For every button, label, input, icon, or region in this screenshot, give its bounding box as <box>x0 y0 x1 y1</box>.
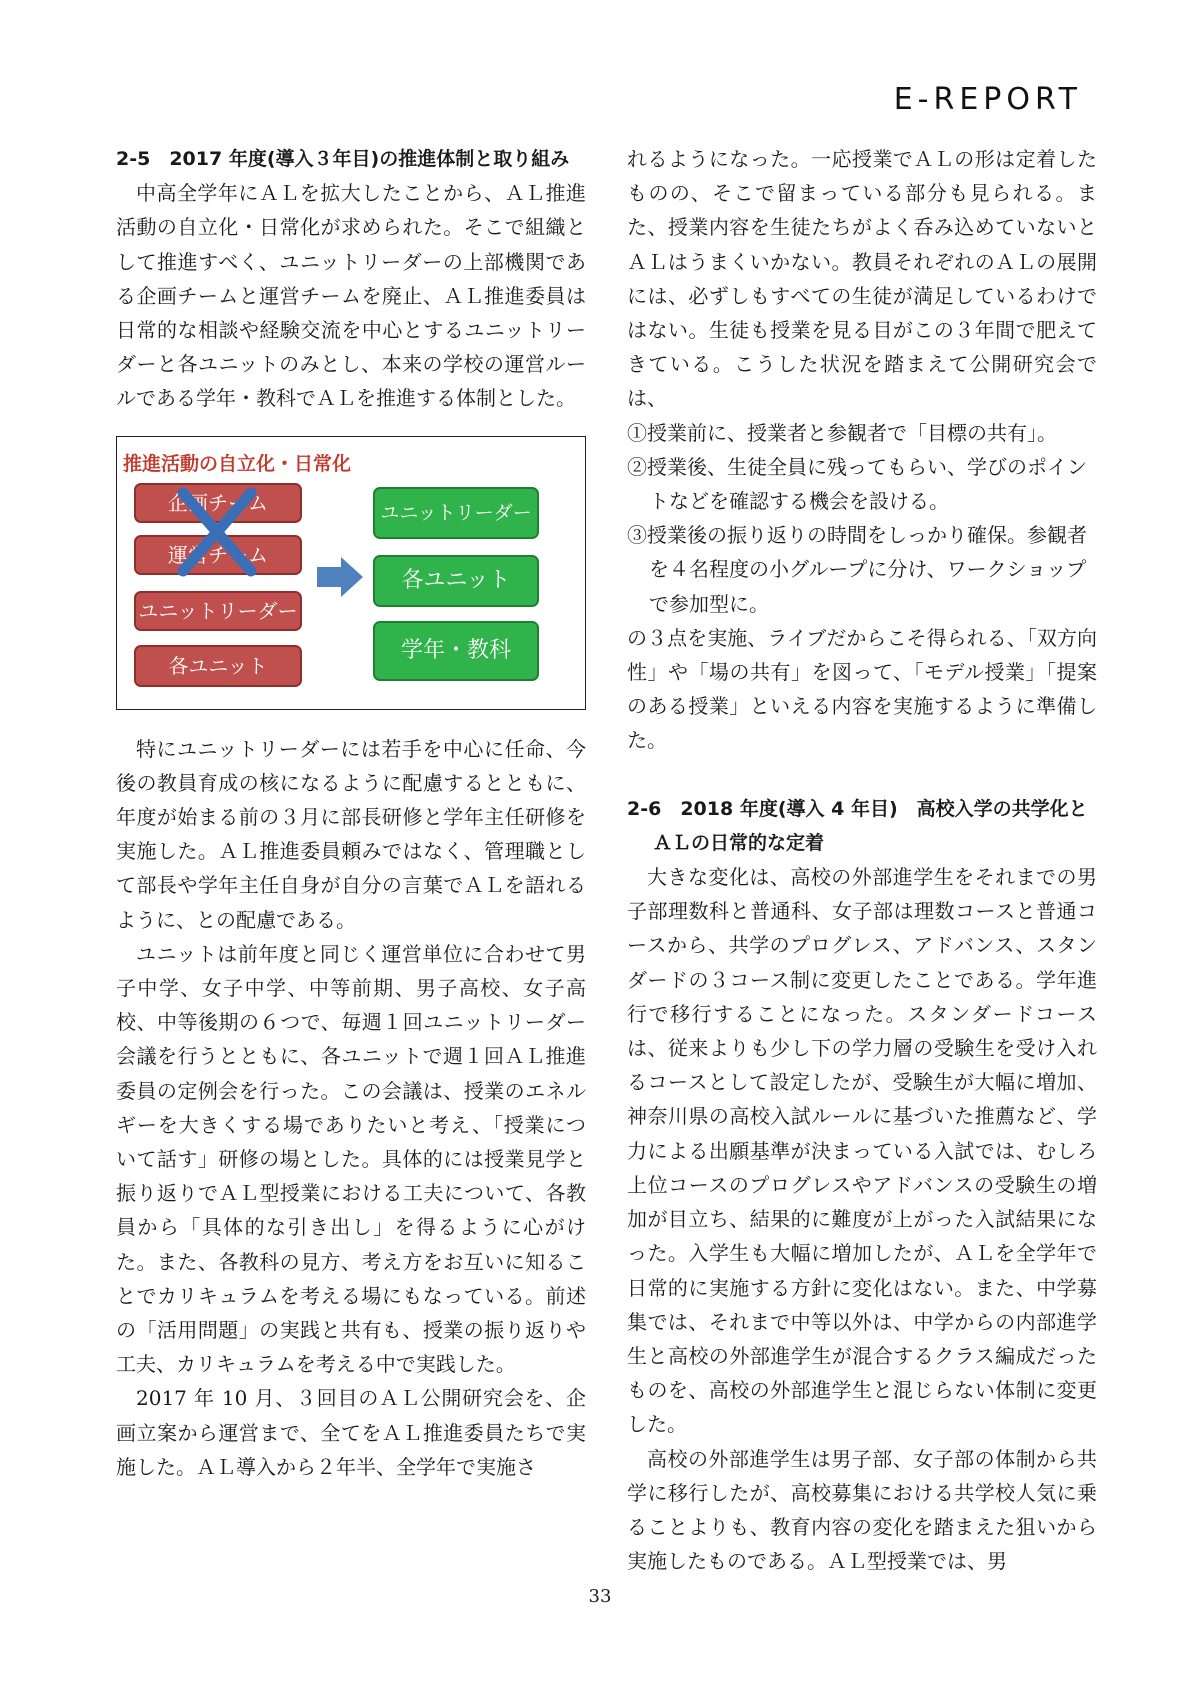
paragraph: 高校の外部進学生は男子部、女子部の体制から共学に移行したが、高校募集における共学校人気に乗ることよりも、教育内容の変化を踏まえた狙いから実施したものである。ＡＬ型授業では、男 <box>627 1446 1097 1574</box>
list-item: ③授業後の振り返りの時間をしっかり確保。参観者を４名程度の小グループに分け、ワークショップで参加型に。 <box>627 523 1087 616</box>
old-item-planning-team: 企画チーム <box>134 483 302 523</box>
list-item: ①授業前に、授業者と参観者で「目標の共有」。 <box>627 420 1057 445</box>
new-item-grade-subject: 学年・教科 <box>373 621 539 681</box>
new-item-each-unit: 各ユニット <box>373 555 539 607</box>
old-item-each-unit: 各ユニット <box>134 645 302 687</box>
paragraph: 大きな変化は、高校の外部進学生をそれまでの男子部理数科と普通科、女子部は理数コースと普通コースから、共学のプログレス、アドバンス、スタンダードの３コース制に変更したことである。学年進行で移行することになった。スタンダードコースは、従来よりも少し下の学力層の受験生を受け入れるコースとして設定したが、受験生が大幅に増加、神奈川県の高校入試ルールに基づいた推薦など、学力による出願基準が決まっている入試では、むしろ上位コースのプログレスやアドバンスの受験生の増加が目立ち、結果的に難度が上がった入試結果になった。入学生も大幅に増加したが、ＡＬを全学年で日常的に実施する方針に変化はない。また、中学募集では、それまで中等以外は、中学からの内部進学生と高校の外部進学生が混合するクラス編成だったものを、高校の外部進学生と混じらない体制に変更した。 <box>627 865 1097 1437</box>
paragraph: 特にユニットリーダーには若手を中心に任命、今後の教員育成の核になるように配慮するとともに、年度が始まる前の３月に部長研修と学年主任研修を実施した。ＡＬ推進委員頼みではなく、管理職として部長や学年主任自身が自分の言葉でＡＬを語れるように、との配慮である。 <box>116 736 586 932</box>
section-heading-2-6: 2-6 2018 年度(導入 4 年目) 高校入学の共学化とＡＬの日常的な定着 <box>627 797 1088 854</box>
paragraph: 中高全学年にＡＬを拡大したことから、ＡＬ推進活動の自立化・日常化が求められた。そこで組織として推進すべく、ユニットリーダーの上部機関である企画チームと運営チームを廃止、ＡＬ推進委員は日常的な相談や経験交流を中心とするユニットリーダーと各ユニットのみとし、本来の学校の運営ルールである学年・教科でＡＬを推進する体制とした。 <box>116 181 586 411</box>
new-item-unit-leader: ユニットリーダー <box>373 487 539 539</box>
left-column <box>116 142 586 1484</box>
old-item-operation-team: 運営チーム <box>134 535 302 575</box>
old-item-unit-leader: ユニットリーダー <box>134 591 302 631</box>
cross-out-icon <box>177 487 257 577</box>
paragraph: ユニットは前年度と同じく運営単位に合わせて男子中学、女子中学、中等前期、男子高校、女子高校、中等後期の６つで、毎週１回ユニットリーダー会議を行うとともに、各ユニットで週１回ＡＬ推進委員の定例会を行った。この会議は、授業のエネルギーを大きくする場でありたいと考え、「授業について話す」研修の場とした。具体的には授業見学と振り返りでＡＬ型授業における工夫について、各教員から「具体的な引き出し」を得るように心がけた。また、各教科の見方、考え方をお互いに知ることでカリキュラムを考える場にもなっている。前述の「活用問題」の実践と共有も、授業の振り返りや工夫、カリキュラムを考える中で実践した。 <box>116 941 586 1377</box>
organization-figure <box>116 436 586 710</box>
section-heading-2-5: 2-5 2017 年度(導入３年目)の推進体制と取り組み <box>116 148 570 170</box>
right-column <box>627 142 1097 1578</box>
figure-title: 推進活動の自立化・日常化 <box>123 452 352 475</box>
report-header: E-REPORT <box>893 82 1082 117</box>
paragraph: の３点を実施、ライブだからこそ得られる、「双方向性」や「場の共有」を図って、「モデル授業」「提案のある授業」といえる内容を実施するように準備した。 <box>627 625 1097 753</box>
page-number: 33 <box>588 1586 612 1607</box>
list-item: ②授業後、生徒全員に残ってもらい、学びのポイントなどを確認する機会を設ける。 <box>627 454 1087 514</box>
paragraph: 2017 年 10 月、３回目のＡＬ公開研究会を、企画立案から運営まで、全てをＡＬ推進委員たちで実施した。ＡＬ導入から２年半、全学年で実施さ <box>116 1386 586 1479</box>
paragraph: れるようになった。一応授業でＡＬの形は定着したものの、そこで留まっている部分も見られる。また、授業内容を生徒たちがよく呑み込めていないとＡＬはうまくいかない。教員それぞれのＡＬの展開には、必ずしもすべての生徒が満足しているわけではない。生徒も授業を見る目がこの３年間で肥えてきている。こうした状況を踏まえて公開研究会では、 <box>627 147 1097 411</box>
right-arrow-icon <box>317 555 365 599</box>
